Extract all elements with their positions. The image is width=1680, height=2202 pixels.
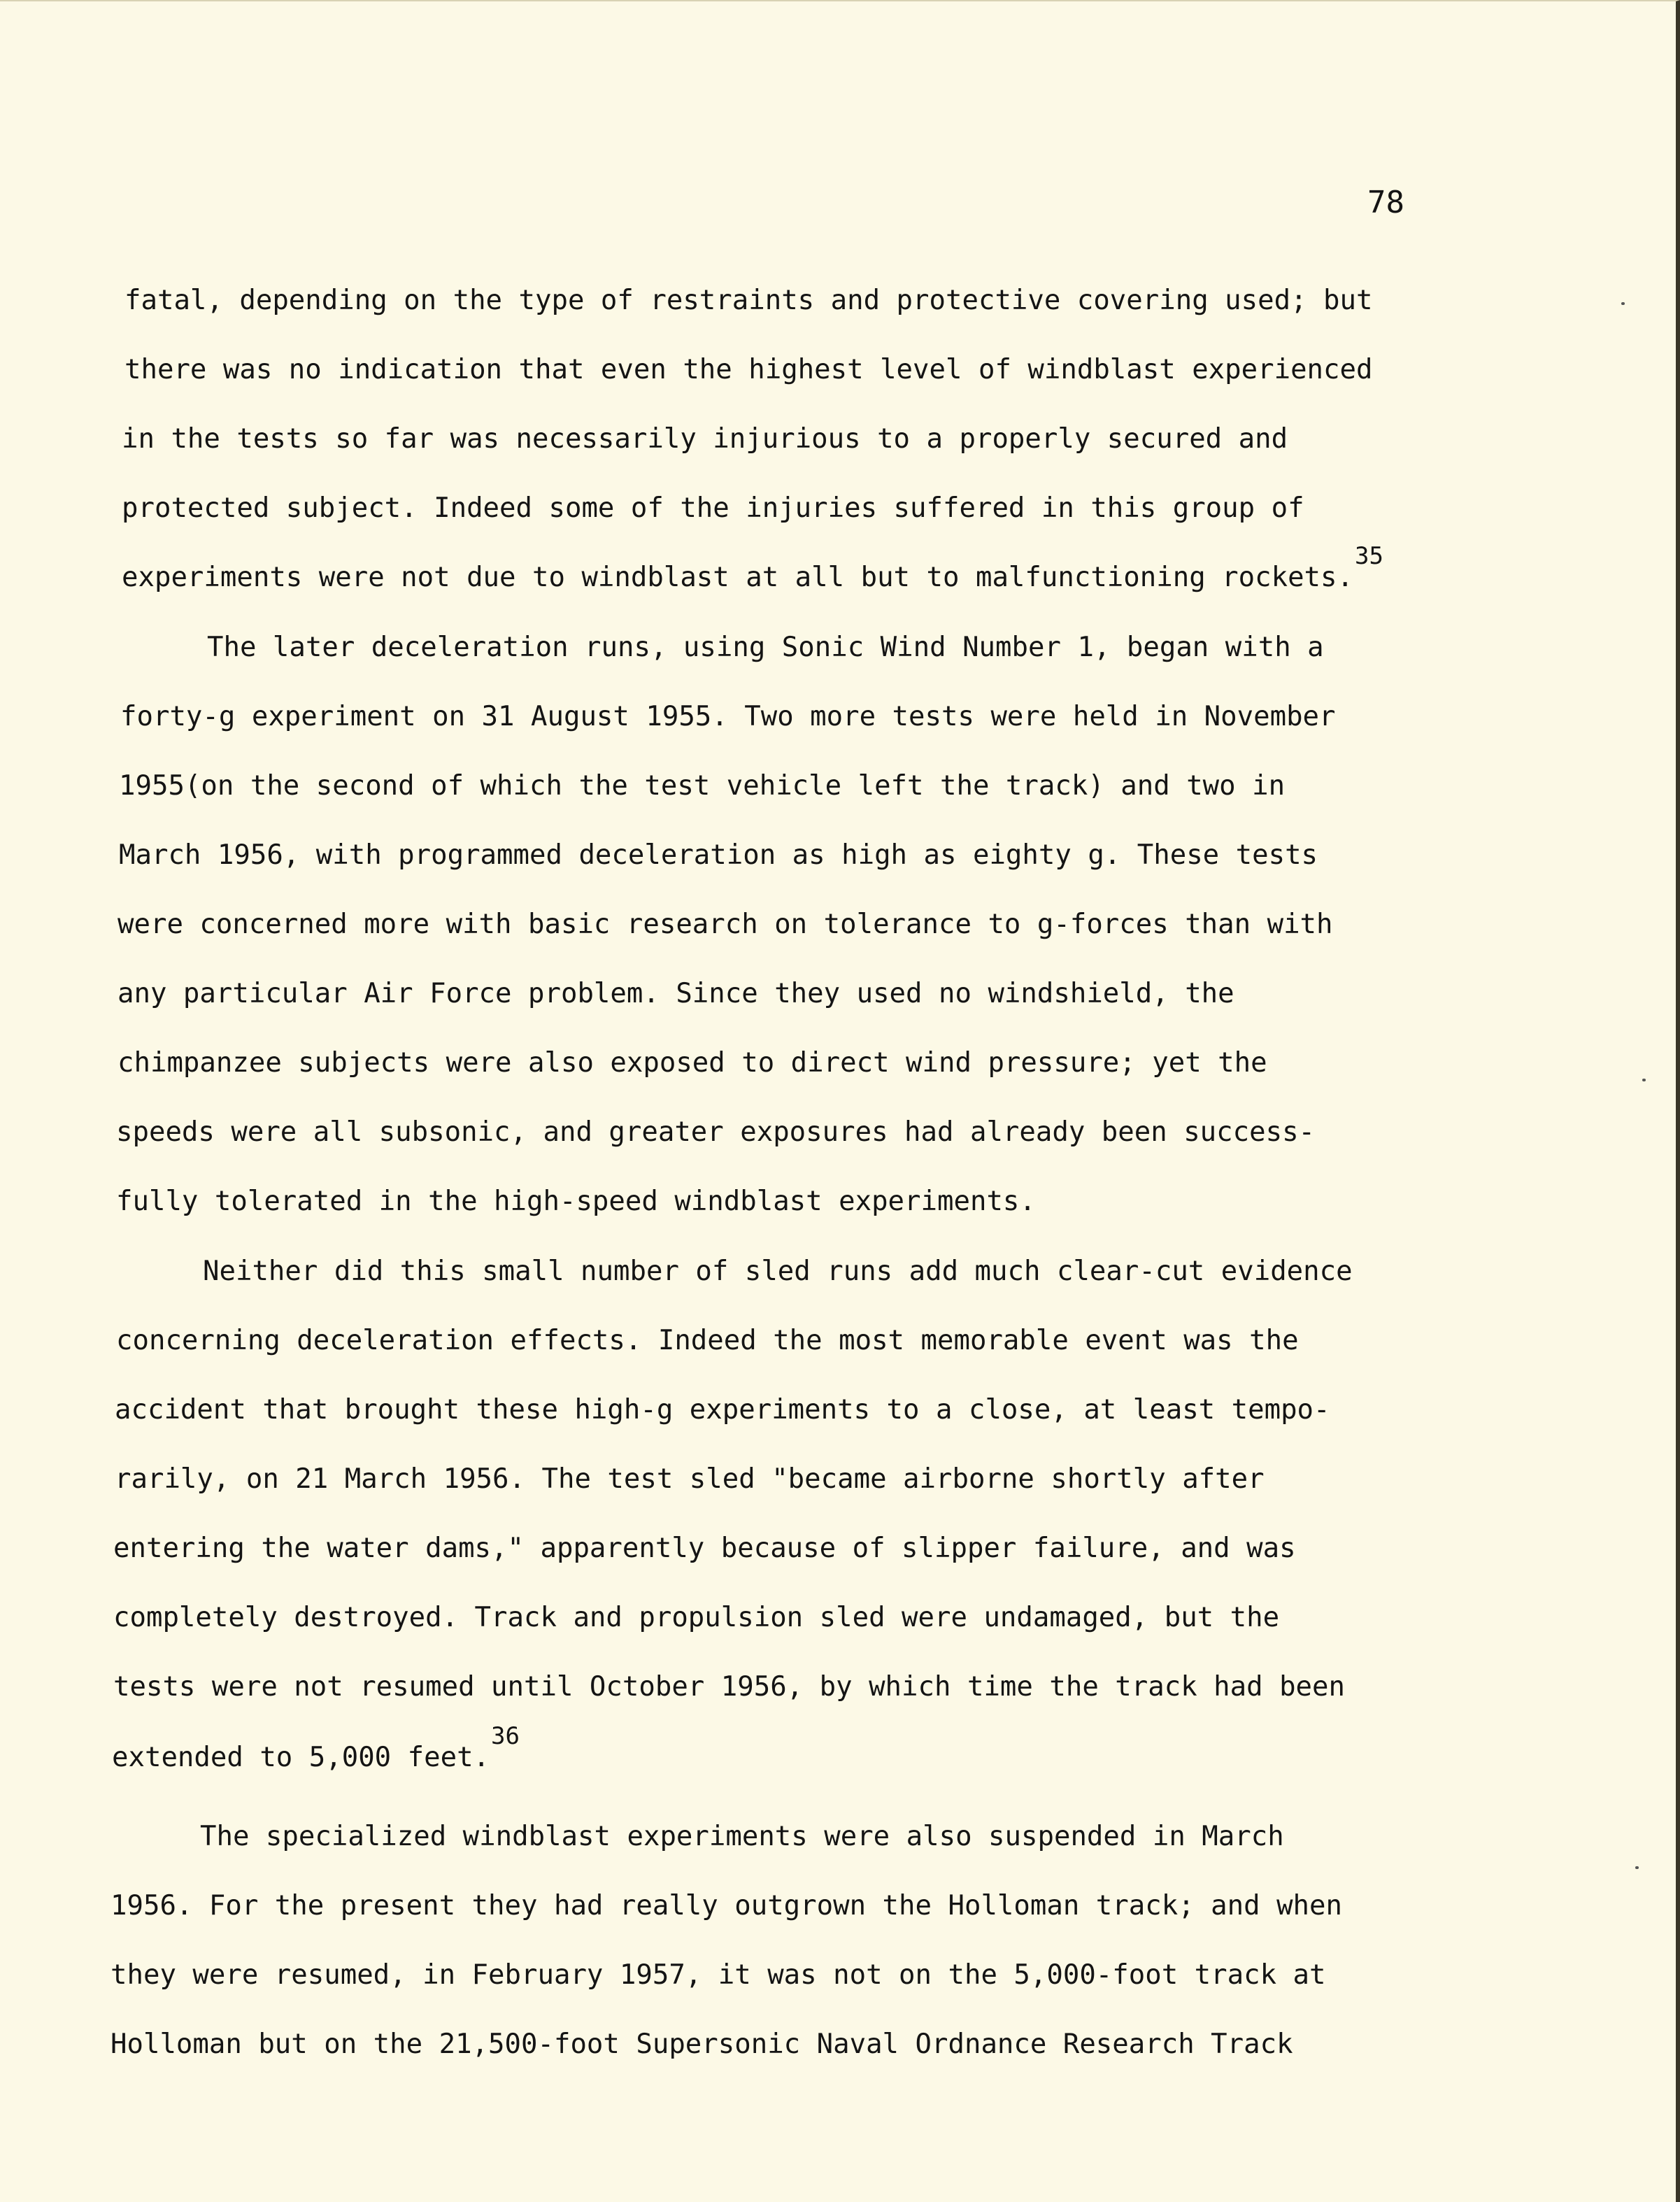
text-line: Neither did this small number of sled runs add much clear-cut evidence (203, 1256, 1353, 1287)
text-line: completely destroyed. Track and propulsion sled were undamaged, but the (113, 1602, 1280, 1633)
text-line: The later deceleration runs, using Sonic Wind Number 1, began with a (207, 632, 1324, 663)
text-line: accident that brought these high-g experiments to a close, at least tempo- (115, 1394, 1330, 1426)
page-number: 78 (1367, 185, 1404, 220)
text-line: extended to 5,000 feet.36 (112, 1722, 520, 1773)
text-line: protected subject. Indeed some of the injuries suffered in this group of (122, 492, 1304, 524)
text-line: tests were not resumed until October 1956, by which time the track had been (113, 1671, 1345, 1703)
text-line: they were resumed, in February 1957, it was not on the 5,000-foot track at (111, 1959, 1326, 1991)
scan-speck (1621, 302, 1625, 305)
scan-speck (1635, 1866, 1639, 1869)
text-line: fatal, depending on the type of restraints and protective covering used; but (124, 285, 1373, 316)
text-line: in the tests so far was necessarily injurious to a properly secured and (122, 423, 1288, 455)
text-line: Holloman but on the 21,500-foot Supersonic Naval Ordnance Research Track (111, 2029, 1293, 2060)
text-line: experiments were not due to windblast at all but to malfunctioning rockets.35 (122, 542, 1383, 593)
scan-speck (1642, 1079, 1646, 1081)
text-line: concerning deceleration effects. Indeed the most memorable event was the (116, 1325, 1299, 1356)
text-line: 1955(on the second of which the test vehicle left the track) and two in (119, 770, 1286, 802)
footnote-marker: 36 (491, 1722, 520, 1750)
text-line: 1956. For the present they had really outgrown the Holloman track; and when (111, 1890, 1342, 1922)
text-line: entering the water dams," apparently because of slipper failure, and was (113, 1533, 1296, 1564)
text-line: The specialized windblast experiments were also suspended in March (200, 1821, 1284, 1852)
text-line: March 1956, with programmed deceleration as high as eighty g. These tests (119, 839, 1318, 871)
text-line: rarily, on 21 March 1956. The test sled "became airborne shortly after (115, 1463, 1265, 1495)
footnote-marker: 35 (1355, 542, 1383, 570)
text-line: forty-g experiment on 31 August 1955. Two more tests were held in November (120, 701, 1336, 732)
text-line: speeds were all subsonic, and greater exposures had already been success- (116, 1116, 1316, 1148)
text-line: any particular Air Force problem. Since they used no windshield, the (118, 978, 1234, 1009)
text-line: chimpanzee subjects were also exposed to direct wind pressure; yet the (118, 1047, 1267, 1079)
text-line: fully tolerated in the high-speed windblast experiments. (116, 1186, 1036, 1217)
text-line: were concerned more with basic research on tolerance to g-forces than with (118, 909, 1333, 940)
text-line: there was no indication that even the highest level of windblast experienced (124, 354, 1373, 385)
